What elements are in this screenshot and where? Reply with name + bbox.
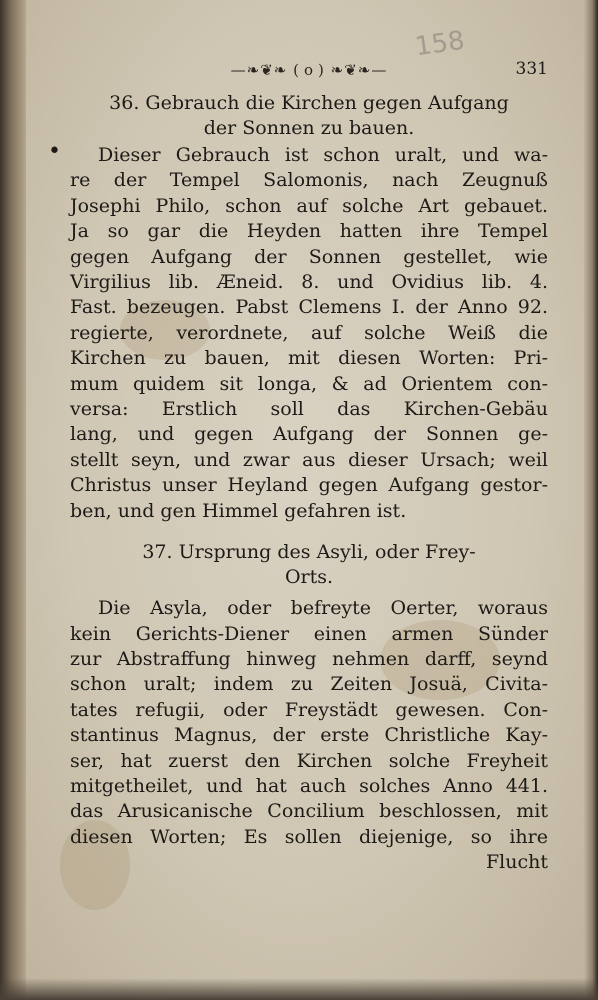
text-line: Fast. bezeugen. Pabst Clemens I. der Anno 92. [70, 296, 548, 319]
text-line: Die Asyla, oder befreyte Oerter, woraus [98, 597, 548, 620]
text-line: stantinus Magnus, der erste Christliche Kay- [70, 724, 548, 747]
heading-line: Orts. [284, 566, 334, 589]
header-ornament-left: —❧❦❧ ( [230, 61, 300, 79]
page-text [48, 25, 548, 876]
section-37-heading [70, 540, 548, 590]
text-line: diesen Worten; Es sollen diejenige, so ihre [70, 825, 548, 848]
page-number: 331 [515, 59, 548, 79]
text-line: versa: Erstlich soll das Kirchen-Gebäu [70, 398, 548, 421]
page-bottom-edge [0, 978, 598, 1000]
page-gutter [0, 0, 26, 1000]
text-line: regierte, verordnete, auf solche Weiß die [70, 321, 548, 344]
heading-line: 36. Gebrauch die Kirchen gegen Aufgang [109, 92, 509, 114]
page-right-edge [584, 0, 598, 1000]
running-header [70, 25, 548, 85]
text-line: stellt seyn, und zwar aus dieser Ursach; weil [70, 448, 548, 471]
text-line: tates refugii, oder Freystädt gewesen. Con- [70, 698, 548, 721]
text-line: lang, und gegen Aufgang der Sonnen ge- [70, 423, 548, 446]
text-line: schon uralt; indem zu Zeiten Josuä, Civita- [70, 673, 548, 696]
text-line: Virgilius lib. Æneid. 8. und Ovidius lib. 4. [70, 271, 548, 294]
catchword: Flucht [485, 851, 548, 874]
text-line: kein Gerichts-Diener einen armen Sünder [70, 622, 548, 645]
text-line: Dieser Gebrauch ist schon uralt, und wa- [98, 144, 548, 166]
text-line: Christus unser Heyland gegen Aufgang gestor- [70, 474, 548, 497]
heading-line: der Sonnen zu bauen. [203, 117, 415, 139]
heading-line: 37. Ursprung des Asyli, oder Frey- [142, 541, 476, 564]
text-line: re der Tempel Salomonis, nach Zeugnuß [70, 169, 548, 192]
text-line: zur Abstraffung hinweg nehmen darff, seynd [70, 647, 548, 670]
margin-mark: • [48, 139, 61, 164]
text-line: mum quidem sit longa, & ad Orientem con- [70, 372, 548, 395]
text-line: das Arusicanische Concilium beschlossen, mit [70, 800, 548, 823]
text-line: gegen Aufgang der Sonnen gestellet, wie [70, 245, 548, 268]
text-line: mitgetheilet, und hat auch solches Anno 441. [70, 774, 548, 797]
text-line: ser, hat zuerst den Kirchen solche Freyheit [70, 749, 548, 772]
text-line: Josephi Philo, schon auf solche Art gebauet. [70, 194, 548, 217]
text-line: ben, und gen Himmel gefahren ist. [70, 499, 407, 522]
handwritten-page-note: 158 [413, 25, 467, 63]
section-37-body [70, 596, 548, 875]
text-line: Ja so gar die Heyden hatten ihre Tempel [70, 220, 548, 243]
header-ornament-right: ) ❧❦❧— [318, 61, 388, 79]
section-36-heading [70, 91, 548, 141]
text-line: Kirchen zu bauen, mit diesen Worten: Pri- [70, 347, 548, 370]
header-ornament-center: o [303, 61, 315, 79]
section-36-body [48, 139, 548, 524]
